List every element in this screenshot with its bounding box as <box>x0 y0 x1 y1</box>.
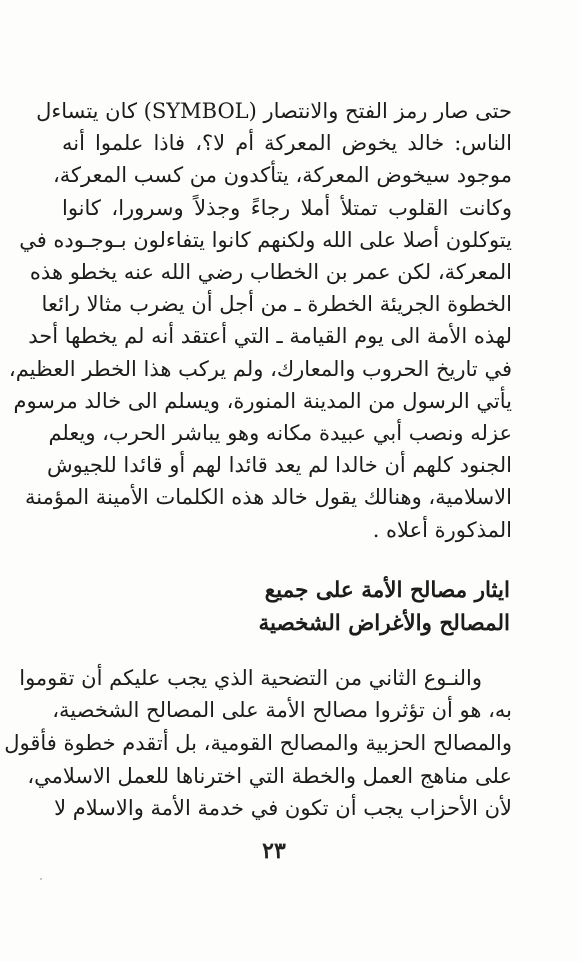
text-line: حتى صار رمز الفتح والانتصار (SYMBOL) كان يتساءل <box>36 99 512 123</box>
text-line: الخطوة الجريئة الخطرة ـ من أجل أن يضرب مثالا رائعا <box>41 292 512 317</box>
section-heading-line: ايثار مصالح الأمة على جميع <box>264 577 510 603</box>
page-number: ٢٣ <box>262 838 286 864</box>
text-line: الناس: خالد يخوض المعركة أم لا؟، فاذا علموا أنه <box>62 131 512 156</box>
text-line: لهذه الأمة الى يوم القيامة ـ التي أعتقد أنه لم يخطها أحد <box>28 324 512 349</box>
text-line: والمصالح الحزبية والمصالح القومية، بل أتقدم خطوة فأقول <box>4 731 512 756</box>
text-line: الجنود كلهم أن خالدا لم يعد قائدا لهم أو قائدا للجيوش <box>47 453 512 478</box>
text-line: على مناهج العمل والخطة التي اخترناها للعمل الاسلامي، <box>27 763 512 788</box>
text-line: لأن الأحزاب يجب أن تكون في خدمة الأمة والاسلام لا <box>54 796 512 821</box>
text-line: وكانت القلوب تمتلأ أملا رجاءً وجذلاً وسرورا، كانوا <box>62 195 512 220</box>
text-line: المذكورة أعلاه . <box>372 517 512 542</box>
text-line: الاسلامية، وهنالك يقول خالد هذه الكلمات الأمينة المؤمنة <box>25 485 512 510</box>
section-heading-line: المصالح والأغراض الشخصية <box>258 610 510 636</box>
text-line: يتوكلون أصلا على الله ولكنهم كانوا يتفاءلون بـوجـوده في <box>19 227 512 252</box>
text-line: يأتي الرسول من المدينة المنورة، ويسلم الى خالد مرسوم <box>13 388 512 413</box>
text-line: به، هو أن تؤثروا مصالح الأمة على المصالح الشخصية، <box>52 698 512 723</box>
text-line: في تاريخ الحروب والمعارك، ولم يركب هذا الخطر العظيم، <box>8 356 512 381</box>
scan-speck <box>40 878 42 880</box>
paragraph-2 <box>4 662 512 825</box>
text-line: والنـوع الثاني من التضحية الذي يجب عليكم أن تقوموا <box>19 665 482 690</box>
section-heading <box>62 574 512 640</box>
text-line: موجود سيخوض المعركة، يتأكدون من كسب المعركة، <box>52 163 512 188</box>
text-line: عزله ونصب أبي عبيدة مكانه وهو يباشر الحرب، ويعلم <box>48 421 512 446</box>
text-line: المعركة، لكن عمر بن الخطاب رضي الله عنه يخطو هذه <box>29 260 512 285</box>
paragraph-1 <box>8 95 512 546</box>
page-body <box>4 95 512 825</box>
